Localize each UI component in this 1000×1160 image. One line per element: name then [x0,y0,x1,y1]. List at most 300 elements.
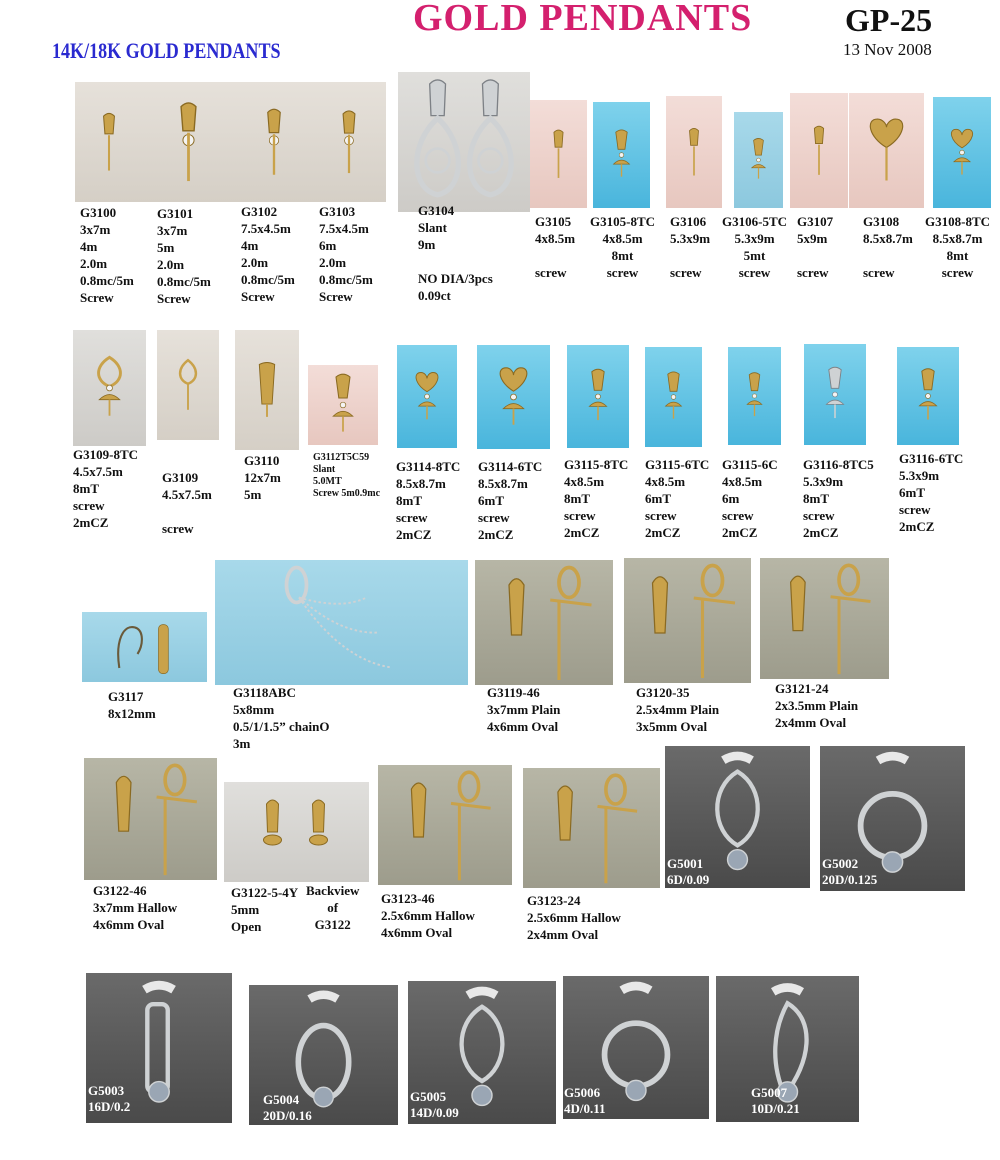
product-code: G3122-46 [93,883,147,898]
product-code: G3112T5C59 [313,452,370,463]
pendant-illustration [104,113,115,170]
product-spec: 5mm [231,902,260,917]
product-spec: 5mt [743,248,766,263]
product-spec: 6mT [899,485,925,500]
bail-shape [181,103,196,131]
product-code: G3107 [797,214,834,229]
pin-bar [550,600,591,605]
product-code: G3120-35 [636,685,690,700]
heart-bail [500,368,527,391]
cz-stone [511,394,517,400]
pendant-image [215,560,468,685]
product-spec: 2mCZ [803,525,839,540]
product-spec [162,503,212,520]
product-spec: Screw 5m0.9mc [313,488,381,499]
product-spec: Slant [418,220,447,235]
cz-stone [596,394,601,399]
pendant-illustration [951,129,972,174]
product-spec: 8.5x8.7m [932,231,983,246]
leaf-frame [775,1003,806,1095]
display-clip [878,756,907,760]
ear-wire [118,627,142,668]
product-label [381,890,475,941]
chain-strand [299,598,367,604]
product-label [527,892,621,943]
product-photo [215,560,468,685]
product-spec: 8mT [803,491,829,506]
pendant-image [397,345,457,448]
product-spec: 8mT [564,491,590,506]
product-code: G5003 [88,1083,125,1098]
product-spec: 8x12mm [108,706,156,721]
product-label [244,452,281,503]
product-spec: 2.0m [80,256,108,271]
product-code: G3121-24 [775,681,829,696]
pin-bar [598,806,638,811]
product-spec: 6m [722,491,740,506]
drop-frame [717,772,757,846]
pendant-image [142,82,235,202]
ring-frame [861,794,925,858]
product-photo [933,97,991,208]
pendant-illustration [814,126,823,175]
product-spec: screw [899,502,931,517]
bail-shape [922,369,934,390]
product-spec: 4x6mm Oval [93,917,165,932]
product-spec: Screw [241,289,275,304]
product-spec: 3x7m [80,222,111,237]
product-spec: 0.8mc/5m [157,274,211,289]
product-spec: 6m [319,238,337,253]
gem-drop [728,850,748,870]
product-spec: G3122 [314,917,351,932]
pendant-illustration [861,756,925,872]
bail-shape [558,786,572,840]
bail-shape [592,369,604,390]
product-label [410,1089,459,1121]
product-spec [797,247,833,264]
product-spec: 2.5x6mm Hallow [527,910,621,925]
pearl-cup [333,411,353,416]
product-spec: 14D/0.09 [410,1105,459,1120]
pendant-image [849,93,924,208]
product-code: G3103 [319,204,356,219]
product-spec: 0.5/1/1.5” chainO [233,719,330,734]
pendant-image [475,560,613,685]
display-clip [144,985,173,989]
pin-bar [694,598,735,603]
product-code: G3104 [418,203,455,218]
twisted-bail [99,357,121,386]
product-code: G3109-8TC [73,447,138,462]
display-clip [310,995,338,999]
product-code: G5001 [667,856,704,871]
pendant-image [308,365,378,445]
product-label [418,202,493,304]
product-code: G3116-8TC5 [803,457,874,472]
cz-stone [619,153,624,158]
product-photo [475,560,613,685]
pin-loop [839,565,858,594]
bail-shape [690,128,699,145]
pendant-image [933,97,991,208]
cz-stone [752,394,756,398]
pendant-image [728,347,781,445]
product-label [645,456,709,541]
product-spec: NO DIA/3pcs [418,271,493,286]
product-code: G3102 [241,204,278,219]
product-label [487,684,560,735]
ring-frame [605,1023,668,1086]
flower-center [426,149,450,173]
cz-stone [425,394,430,399]
product-code: G3116-6TC [899,451,964,466]
pin-bar [157,797,197,802]
catalog-subtitle: 14K/18K GOLD PENDANTS [52,38,281,63]
bail-shape [482,80,498,116]
product-photo [142,82,235,202]
product-spec: screw [564,508,596,523]
bail-shape [749,373,760,391]
product-spec: 5x8mm [233,702,275,717]
product-photo [312,82,386,202]
pendant-image [398,72,530,212]
product-photo [790,93,848,208]
product-spec: screw [941,265,974,280]
pendant-illustration [118,625,168,674]
pearl-cup [614,160,630,164]
product-spec: Open [231,919,262,934]
product-spec [670,247,710,264]
product-code: G3108 [863,214,900,229]
pendant-illustration [717,756,757,870]
product-code: G3123-24 [527,893,581,908]
pendant-illustration [417,80,511,195]
display-clip [468,991,497,995]
product-spec: 20D/0.16 [263,1108,312,1123]
pendant-illustration [919,369,936,420]
page-title: GOLD PENDANTS [413,0,753,39]
product-code: G5004 [263,1092,300,1107]
product-spec: screw [73,498,105,513]
product-label [751,1085,800,1117]
product-spec: Slant [313,464,336,475]
product-code: G3110 [244,453,280,468]
product-spec: 2mCZ [396,527,432,542]
product-photo [224,782,369,882]
gem-drop [314,1087,334,1107]
product-spec: 5.0MT [313,476,342,487]
product-spec: 8.5x8.7m [863,231,913,246]
pendant-image [312,82,386,202]
product-photo [82,612,207,682]
product-spec: 7.5x4.5m [319,221,369,236]
product-photo [157,330,219,440]
pendant-image [624,558,751,683]
product-spec: 5.3x9m [899,468,940,483]
product-code: G3118ABC [233,685,296,700]
pendant-illustration [589,369,606,420]
pendant-image [477,345,550,449]
bail-shape [814,126,823,143]
product-label [564,456,628,541]
product-code: G3109 [162,470,199,485]
pendant-image [75,82,143,202]
product-spec: 2mCZ [478,527,514,542]
product-photo [397,345,457,448]
product-spec: screw [396,510,428,525]
product-spec: 5x9m [797,231,828,246]
product-photo [235,82,313,202]
bail-shape [430,80,446,116]
bail-shape [267,800,279,832]
pendant-illustration [411,772,490,880]
pendant-illustration [870,119,902,181]
product-photo [666,96,722,208]
product-label [108,688,156,722]
product-photo [75,82,143,202]
product-label [636,684,719,735]
pendant-illustration [558,775,637,883]
bail-shape [829,367,841,388]
product-spec: 9m [418,237,436,252]
pendant-illustration [333,374,353,431]
pearl-cup [419,402,436,406]
pendant-frame [470,118,512,195]
product-spec: 4.5x7.5m [73,464,123,479]
product-label [590,213,655,281]
product-code: G3105 [535,214,572,229]
product-spec: 5.3x9m [734,231,775,246]
heart-bail [870,119,902,148]
product-label [241,203,295,305]
product-spec: screw [803,508,835,523]
product-spec: 5.3x9m [670,231,711,246]
product-label [306,882,359,933]
cz-stone [833,392,838,397]
product-label [263,1092,312,1124]
product-photo [624,558,751,683]
heart-bail [416,373,438,392]
product-spec [535,247,575,264]
product-spec: 8mt [611,248,634,263]
pendant-illustration [259,362,274,416]
product-label [925,213,990,281]
pin-bar [451,803,491,808]
product-label [73,446,138,531]
product-code: G5002 [822,856,859,871]
pendant-illustration [653,566,736,679]
product-label [803,456,874,541]
product-photo [235,330,299,450]
product-spec: 4x8.5m [602,231,643,246]
bail-shape [343,111,355,133]
product-spec: 2x4mm Oval [775,715,847,730]
product-photo [308,365,378,445]
product-spec: 2.5x4mm Plain [636,702,720,717]
gem-drop [626,1080,646,1100]
product-code: G5006 [564,1085,601,1100]
product-code: G3105-8TC [590,214,655,229]
pendant-illustration [690,128,699,175]
product-label [863,213,913,281]
product-label [564,1085,606,1117]
bail-ring [287,568,307,603]
cz-stone [926,394,931,399]
pendant-image [378,765,512,885]
product-spec: of [327,900,339,915]
product-spec: 4x8.5m [535,231,576,246]
pendant-illustration [791,565,871,674]
product-photo [530,100,587,208]
product-photo [593,102,650,208]
product-spec: 2mCZ [899,519,935,534]
twisted-bail [180,360,196,384]
product-spec: 8.5x8.7m [396,476,446,491]
pearl-cup [589,402,606,406]
pendant-illustration [264,800,328,845]
product-spec: 4m [241,238,259,253]
product-label [162,469,212,537]
bail-shape [268,109,280,132]
display-clip [622,986,651,990]
product-spec: 4x8.5m [564,474,605,489]
product-code: G5005 [410,1089,447,1104]
gem-drop [472,1085,492,1105]
pendant-image [530,100,587,208]
product-label [478,458,542,543]
catalog-code: GP-25 [845,2,933,38]
pendant-image [523,768,660,888]
product-spec: 3x5mm Oval [636,719,708,734]
product-label [157,205,211,307]
bail-shape [754,138,764,155]
heart-bail [951,129,972,148]
pendant-illustration [180,360,196,410]
product-spec: 10D/0.21 [751,1101,800,1116]
product-spec: 2mCZ [564,525,600,540]
cz-stone [960,150,965,155]
catalog-date: 13 Nov 2008 [843,40,932,59]
pendant-illustration [116,765,197,875]
product-spec: 2mCZ [722,525,758,540]
flower-center [479,149,503,173]
product-photo [645,347,702,447]
pendant-image [593,102,650,208]
cz-stone [107,385,113,391]
product-code: G3100 [80,205,117,220]
pendant-illustration [509,568,592,681]
product-spec: screw [535,265,567,280]
product-spec: 20D/0.125 [822,872,878,887]
pendant-illustration [298,995,348,1107]
gem-drop [882,852,902,872]
pin-loop [606,775,625,804]
product-spec: screw [606,265,639,280]
bail-shape [668,372,679,391]
product-spec: 0.09ct [418,288,451,303]
pendant-image [567,345,629,448]
product-photo [567,345,629,448]
product-label [667,856,709,888]
product-spec: 6mT [645,491,671,506]
product-code: G3117 [108,689,144,704]
bail-shape [336,374,350,398]
product-label [93,882,177,933]
bail-shape [313,800,325,832]
pendant-illustration [144,985,173,1102]
product-spec: 8mt [946,248,969,263]
bar-frame [147,1004,167,1092]
pendant-image [760,558,889,679]
product-code: G3101 [157,206,194,221]
product-spec: screw [722,508,754,523]
product-spec [418,253,493,270]
product-label [88,1083,130,1115]
pearl-cup [752,164,766,167]
product-spec: 4x6mm Oval [381,925,453,940]
product-label [797,213,833,281]
product-spec: 3m [233,736,251,751]
product-label [775,680,858,731]
pendant-illustration [752,138,766,178]
product-code: G3114-6TC [478,459,543,474]
product-photo [378,765,512,885]
product-photo [734,112,783,208]
product-spec: 4m [80,239,98,254]
pearl-cup [826,400,843,404]
product-spec: 5m [157,240,175,255]
product-code: G3115-8TC [564,457,629,472]
product-code: Backview [306,883,360,898]
product-spec [863,247,913,264]
product-spec: 5.3x9m [803,474,844,489]
bail-shape [411,783,425,837]
product-code: G3108-8TC [925,214,990,229]
pin-loop [703,566,723,596]
product-photo [760,558,889,679]
product-spec: 2x4mm Oval [527,927,599,942]
product-spec: screw [670,265,702,280]
pendant-illustration [826,367,843,418]
product-code: G3106 [670,214,707,229]
product-spec: 2.5x6mm Hallow [381,908,475,923]
product-code: G3119-46 [487,685,540,700]
product-spec: 2.0m [319,255,347,270]
product-spec: screw [162,521,194,536]
product-label [80,204,134,306]
pendant-illustration [462,991,503,1105]
product-spec: 2x3.5mm Plain [775,698,859,713]
product-photo [84,758,217,880]
pendant-image [645,347,702,447]
product-spec: 8.5x8.7m [478,476,528,491]
gem-drop [149,1082,169,1102]
pendant-illustration [343,111,355,173]
product-spec: screw [478,510,510,525]
product-spec: 6mT [478,493,504,508]
product-spec: 2.0m [157,257,185,272]
cz-stone [340,402,346,408]
product-code: G3123-46 [381,891,435,906]
product-spec: Screw [157,291,191,306]
pendant-illustration [666,372,682,419]
product-label [535,213,575,281]
pearl-cup [503,404,523,409]
pendant-illustration [99,357,121,415]
product-spec: Screw [80,290,114,305]
product-spec: 2mCZ [645,525,681,540]
